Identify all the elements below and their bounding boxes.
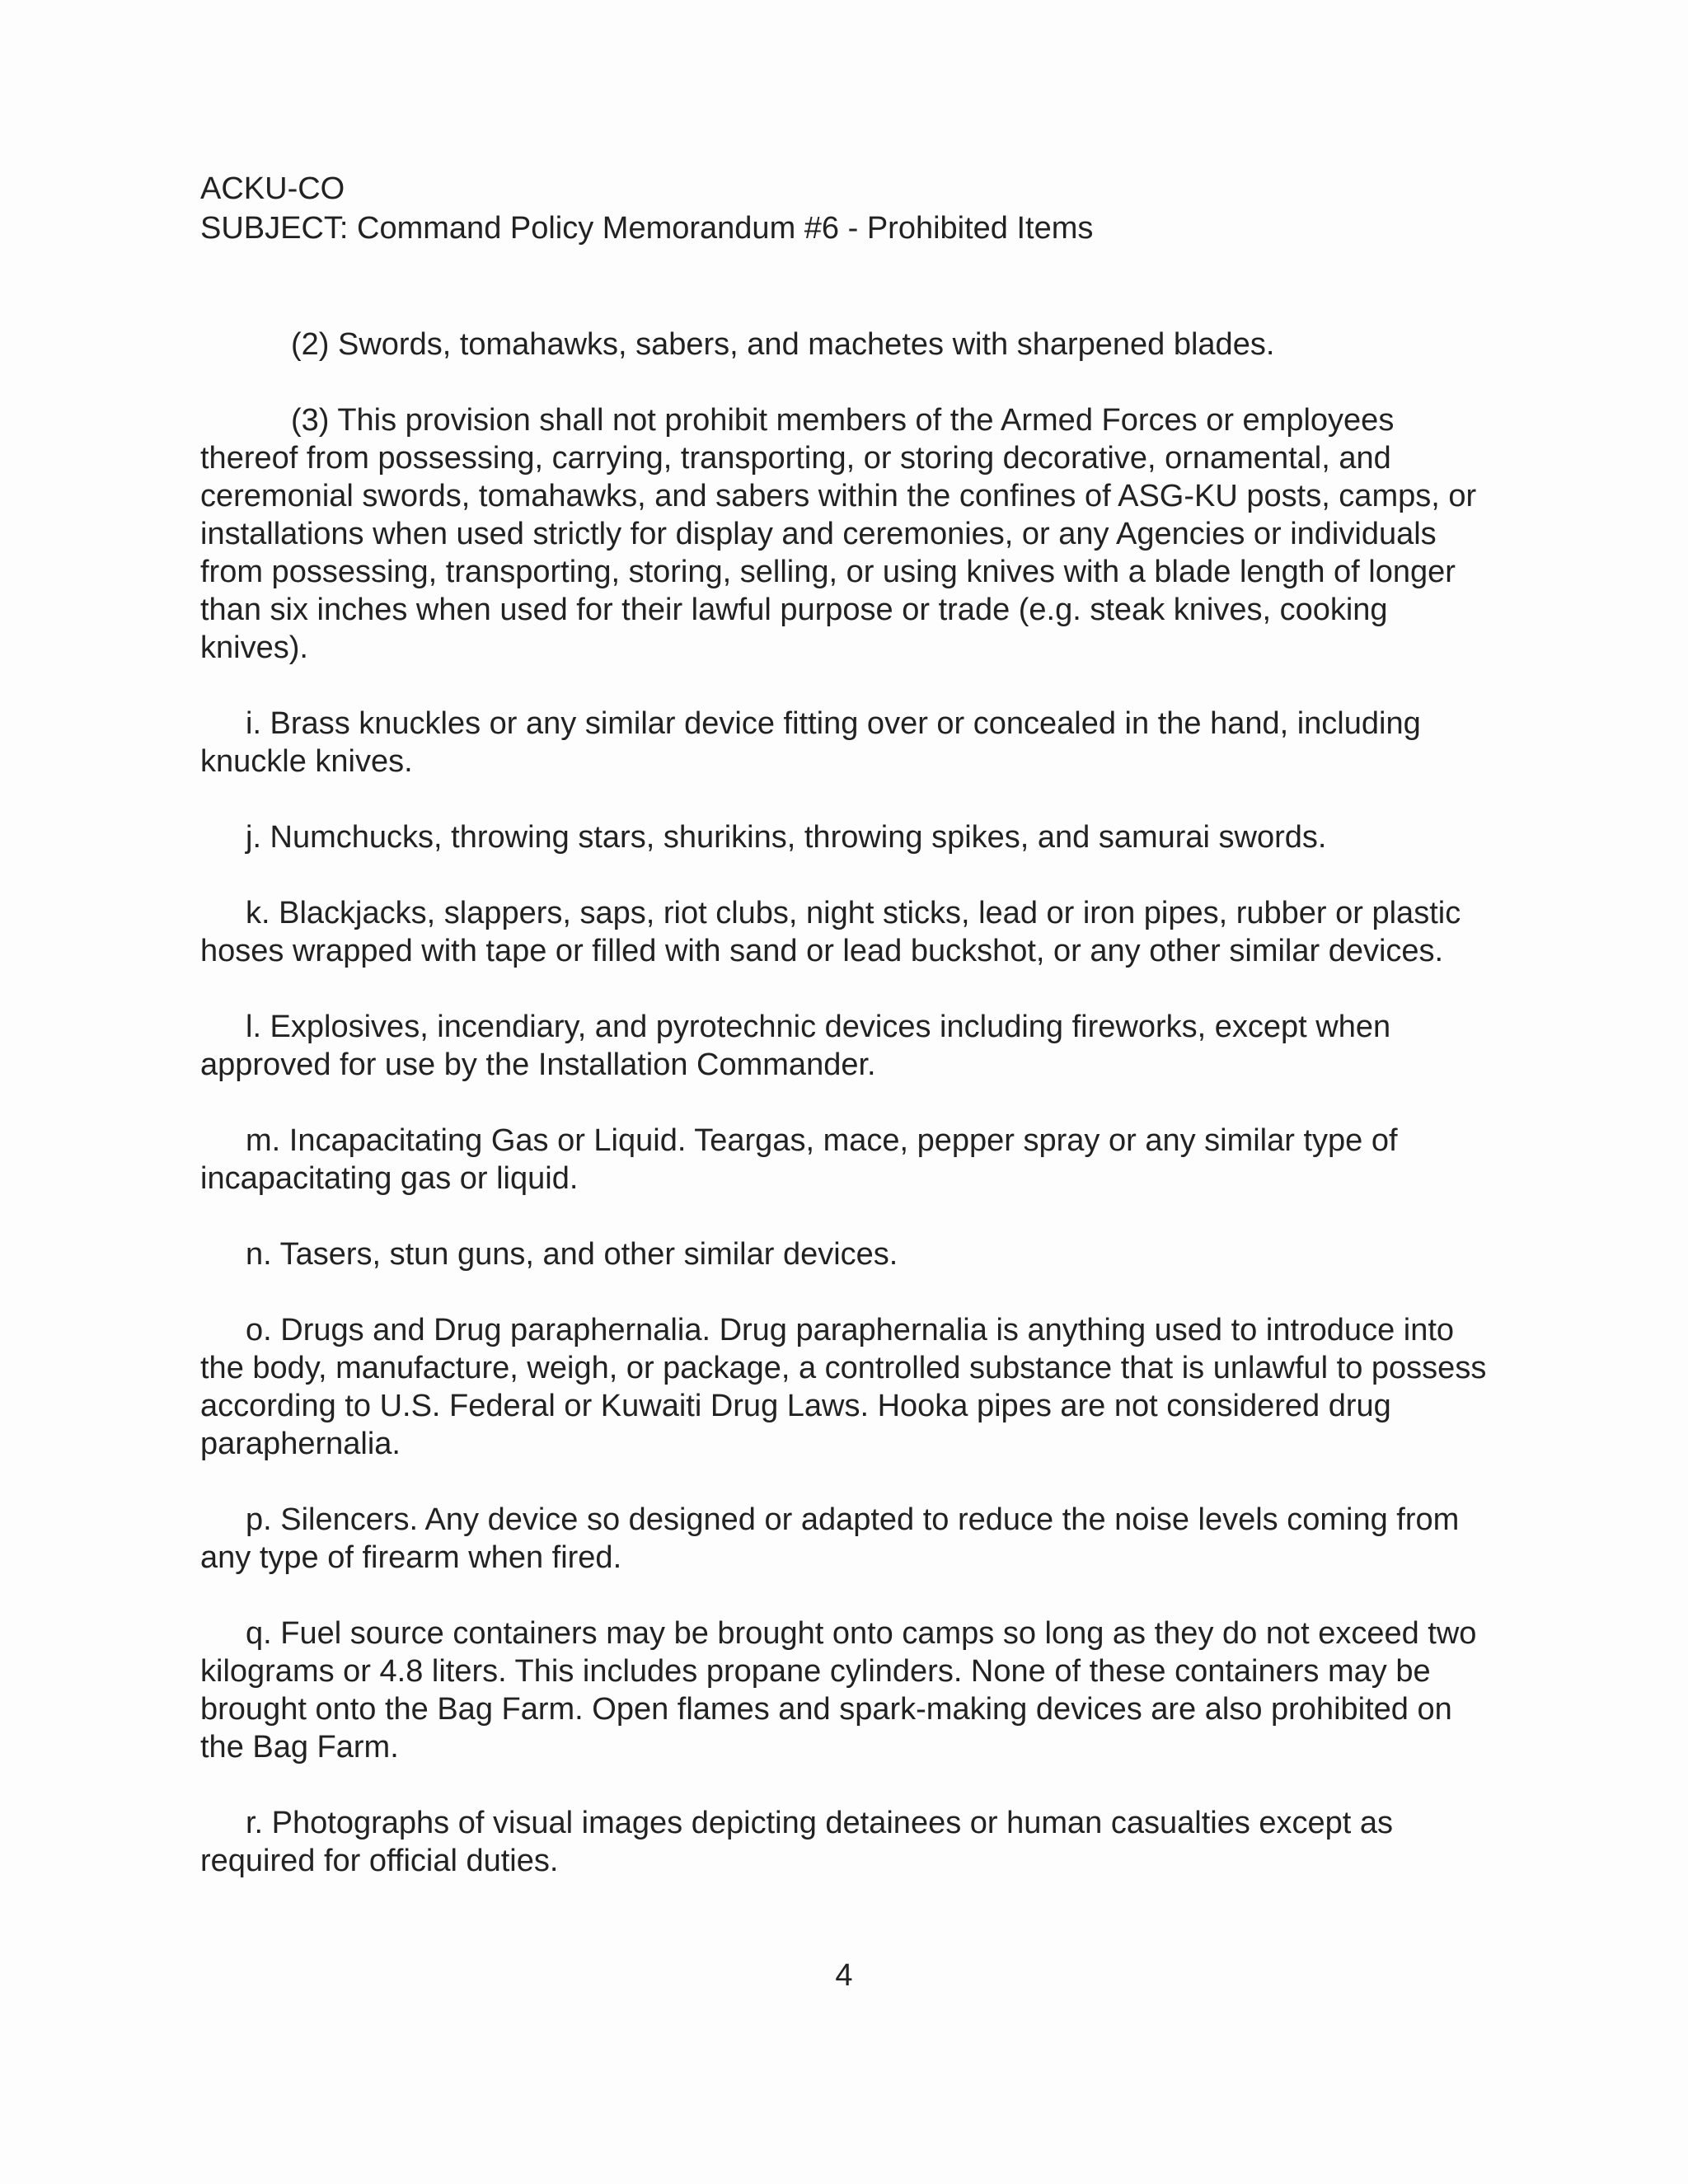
paragraph-i: i. Brass knuckles or any similar device fitting over or concealed in the hand, including knuckle knives. xyxy=(200,706,1421,779)
paragraph-r: r. Photographs of visual images depicting detainees or human casualties except as required for official duties. xyxy=(200,1806,1394,1878)
memo-body xyxy=(200,326,1494,1918)
paragraph-sub-3: (3) This provision shall not prohibit members of the Armed Forces or employees thereof from possessing, carrying, transporting, or storing decorative, ornamental, and ceremonial swords, tomahawks, and sabers within the confines of ASG-KU posts, camps, or installations when used strictly for display and ceremonies, or any Agencies or individuals from possessing, transporting, storing, selling, or using knives with a blade length of longer than six inches when used for their lawful purpose or trade (e.g. steak knives, cooking knives). xyxy=(200,403,1477,665)
paragraph-m: m. Incapacitating Gas or Liquid. Teargas, mace, pepper spray or any similar type of incapacitating gas or liquid. xyxy=(200,1123,1398,1196)
paragraph-k: k. Blackjacks, slappers, saps, riot clubs, night sticks, lead or iron pipes, rubber or plastic hoses wrapped with tape or filled with sand or lead buckshot, or any other similar devices. xyxy=(200,896,1461,968)
paragraph-q: q. Fuel source containers may be brought onto camps so long as they do not exceed two kilograms or 4.8 liters. This includes propane cylinders. None of these containers may be brought onto the Bag Farm. Open flames and spark-making devices are also prohibited on the Bag Farm. xyxy=(200,1616,1477,1765)
paragraph-n: n. Tasers, stun guns, and other similar devices. xyxy=(246,1237,898,1272)
page-number: 4 xyxy=(835,1958,853,1993)
memo-header xyxy=(200,169,1093,248)
subject-line: SUBJECT: Command Policy Memorandum #6 - Prohibited Items xyxy=(200,211,1094,246)
paragraph-o: o. Drugs and Drug paraphernalia. Drug paraphernalia is anything used to introduce into the body, manufacture, weigh, or package, a controlled substance that is unlawful to possess according to U.S. Federal or Kuwaiti Drug Laws. Hooka pipes are not considered drug paraphernalia. xyxy=(200,1313,1487,1461)
paragraph-sub-2: (2) Swords, tomahawks, sabers, and machetes with sharpened blades. xyxy=(291,327,1275,362)
paragraph-j: j. Numchucks, throwing stars, shurikins, throwing spikes, and samurai swords. xyxy=(246,820,1327,855)
paragraph-p: p. Silencers. Any device so designed or adapted to reduce the noise levels coming from any type of firearm when fired. xyxy=(200,1502,1460,1575)
office-symbol: ACKU-CO xyxy=(200,171,345,206)
paragraph-l: l. Explosives, incendiary, and pyrotechnic devices including fireworks, except when approved for use by the Installation Commander. xyxy=(200,1010,1391,1082)
